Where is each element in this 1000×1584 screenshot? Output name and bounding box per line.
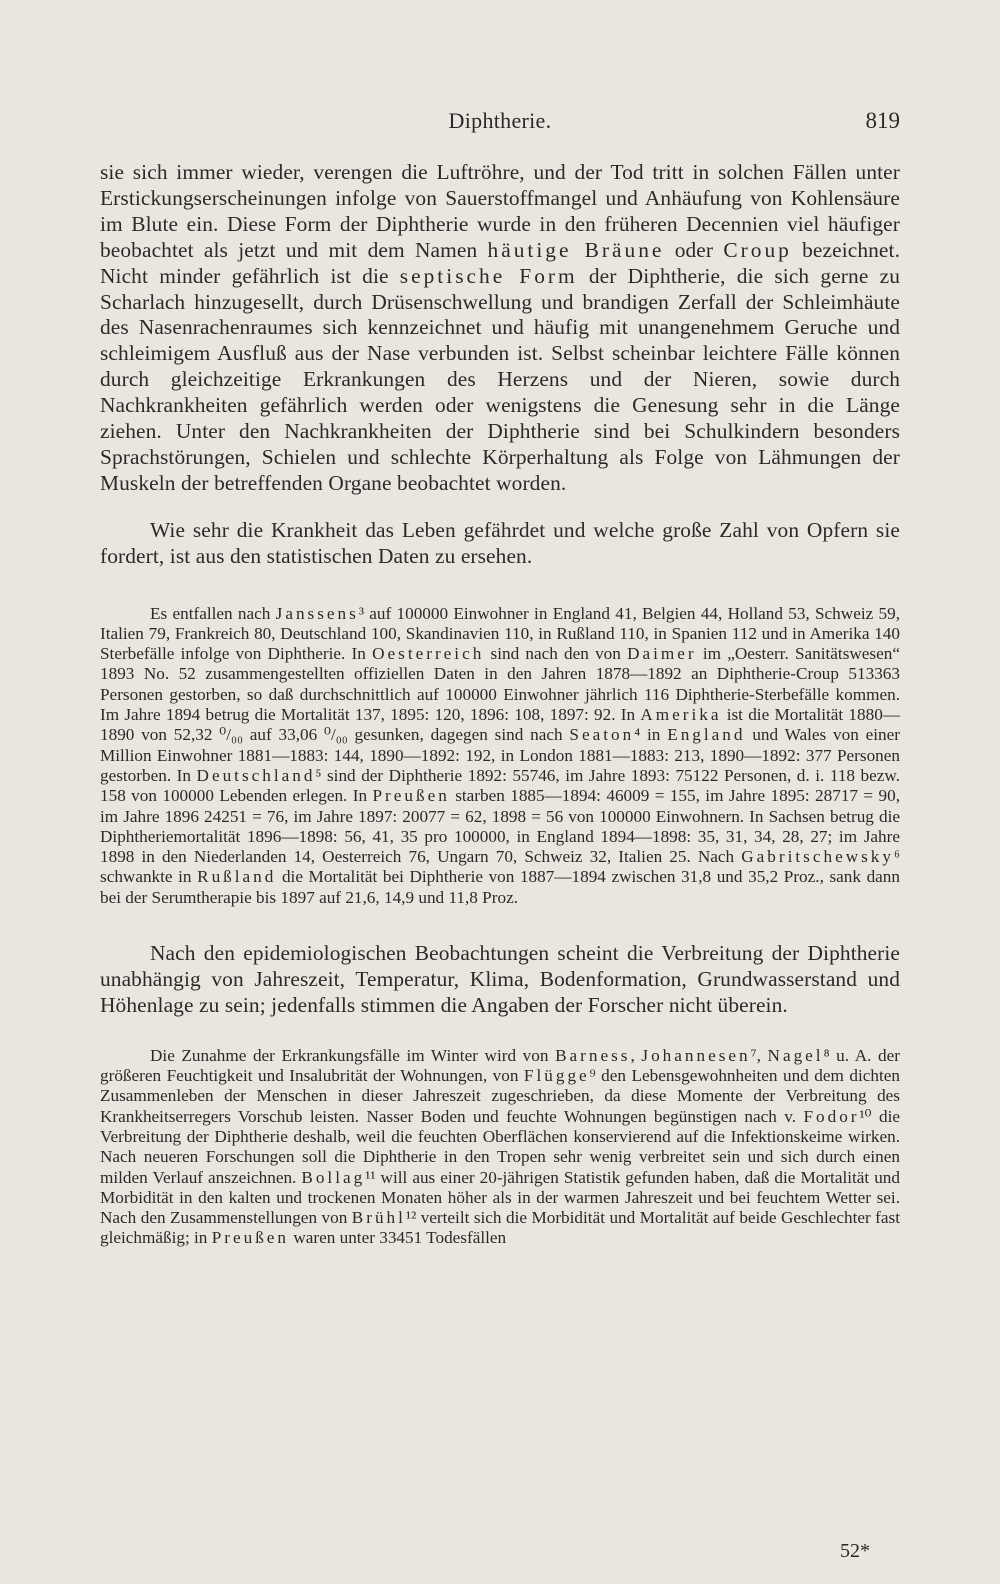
running-head-title: Diphtherie. xyxy=(448,108,552,133)
paragraph-statistics-intro: Wie sehr die Krankheit das Leben gefährdet und welche große Zahl von Opfern sie fordert, ist aus den statistischen Daten zu ersehen. xyxy=(100,517,900,568)
paragraph-croup-septic: sie sich immer wieder, verengen die Luftröhre, und der Tod tritt in solchen Fällen unter Erstickungserscheinungen infolge von Sauerstoffmangel und Anhäufung von Kohlensäure im Blute ein. Diese Form der Diphtherie wurde in den früheren Decennien viel häufiger beobachtet als jetzt und mit dem Namen häutige Bräune oder Croup bezeichnet. Nicht minder gefährlich ist die septische Form der Diphtherie, die sich gerne zu Scharlach hinzugesellt, durch Drüsenschwellung und brandigen Zerfall der Schleimhäute des Nasenrachenraumes sich kennzeichnet und häufig mit unangenehmem Geruche und schleimigem Ausfluß aus der Nase verbunden ist. Selbst scheinbar leichtere Fälle können durch gleichzeitige Erkrankungen des Herzens und der Nieren, sowie durch Nachkrankheiten gefährlich werden oder wenigstens die Genesung sehr in die Länge ziehen. Unter den Nachkrankheiten der Diphtherie sind bei Schulkindern besonders Sprachstörungen, Schielen und schlechte Körperhaltung als Folge von Lähmungen der Muskeln der betreffenden Organe beobachtet worden. xyxy=(100,160,901,495)
paragraph-epidemiology: Nach den epidemiologischen Beobachtungen scheint die Verbreitung der Diphtherie unabhängig von Jahreszeit, Temperatur, Klima, Bodenformation, Grundwasserstand und Höhenlage zu sein; jedenfalls stimmen die Angaben der Forscher nicht überein. xyxy=(100,941,900,1017)
signature-mark: 52* xyxy=(840,1540,870,1562)
paragraph-seasonal-factors: Die Zunahme der Erkrankungsfälle im Winter wird von Barness, Johannesen⁷, Nagel⁸ u. A. der größeren Feuchtigkeit und Insalubrität der Wohnungen, von Flügge⁹ den Lebensgewohnheiten und dem dichten Zusammenleben der Menschen in dieser Jahreszeit zugeschrieben, da diese Momente der Verbreitung des Krankheitserregers Vorschub leisten. Nasser Boden und feuchte Wohnungen begünstigen nach v. Fodor¹⁰ die Verbreitung der Diphtherie deshalb, weil die feuchten Oberflächen konservierend auf die Infektionskeime wirken. Nach neueren Forschungen soll die Diphtherie in den Tropen sehr wenig verbreitet sein und sich durch einen milden Verlauf anszeichnen. Bollag¹¹ will aus einer 20-jährigen Statistik gefunden haben, daß die Mortalität und Morbidität in den kalten und trockenen Monaten höher als in der warmen Jahreszeit und bei feuchtem Wetter sei. Nach den Zusammenstellungen von Brühl¹² verteilt sich die Morbidität und Mortalität auf beide Geschlechter fast gleichmäßig; in Preußen waren unter 33451 Todesfällen xyxy=(100,1045,900,1248)
running-head xyxy=(100,108,900,138)
paragraph-mortality-statistics: Es entfallen nach Janssens³ auf 100000 Einwohner in England 41, Belgien 44, Holland 53, Schweiz 59, Italien 79, Frankreich 80, Deutschland 100, Skandinavien 110, in Rußland 110, in Spanien 112 und in Amerika 140 Sterbefälle infolge von Diphtherie. In Oesterreich sind nach den von Daimer im „Oesterr. Sanitätswesen“ 1893 No. 52 zusammengestellten offiziellen Daten in den Jahren 1878—1892 an Diphtherie-Croup 513363 Personen gestorben, so daß durchschnittlich auf 100000 Einwohner jährlich 116 Diphtherie-Sterbefälle kommen. Im Jahre 1894 betrug die Mortalität 137, 1895: 120, 1896: 108, 1897: 92. In Amerika ist die Mortalität 1880—1890 von 52,32 ⁰/₀₀ auf 33,06 ⁰/₀₀ gesunken, dagegen sind nach Seaton⁴ in England und Wales von einer Million Einwohner 1881—1883: 144, 1890—1892: 192, in London 1881—1883: 213, 1890—1892: 377 Personen gestorben. In Deutschland⁵ sind der Diphtherie 1892: 55746, im Jahre 1893: 75122 Personen, d. i. 118 bezw. 158 von 100000 Lebenden erlegen. In Preußen starben 1885—1894: 46009 = 155, im Jahre 1895: 28717 = 90, im Jahre 1896 24251 = 76, im Jahre 1897: 20077 = 62, 1898 = 56 von 100000 Einwohnern. In Sachsen betrug die Diphtheriemortalität 1896—1898: 56, 41, 35 pro 100000, in England 1894—1898: 35, 31, 34, 28, 27; im Jahre 1898 in den Niederlanden 14, Oesterreich 76, Ungarn 70, Schweiz 32, Italien 25. Nach Gabritschewsky⁶ schwankte in Rußland die Mortalität bei Diphtherie von 1887—1894 zwischen 31,8 und 35,2 Proz., sank dann bei der Serumtherapie bis 1897 auf 21,6, 14,9 und 11,8 Proz. xyxy=(100,603,900,907)
page-number: 819 xyxy=(865,108,900,133)
page-body xyxy=(100,160,900,1249)
